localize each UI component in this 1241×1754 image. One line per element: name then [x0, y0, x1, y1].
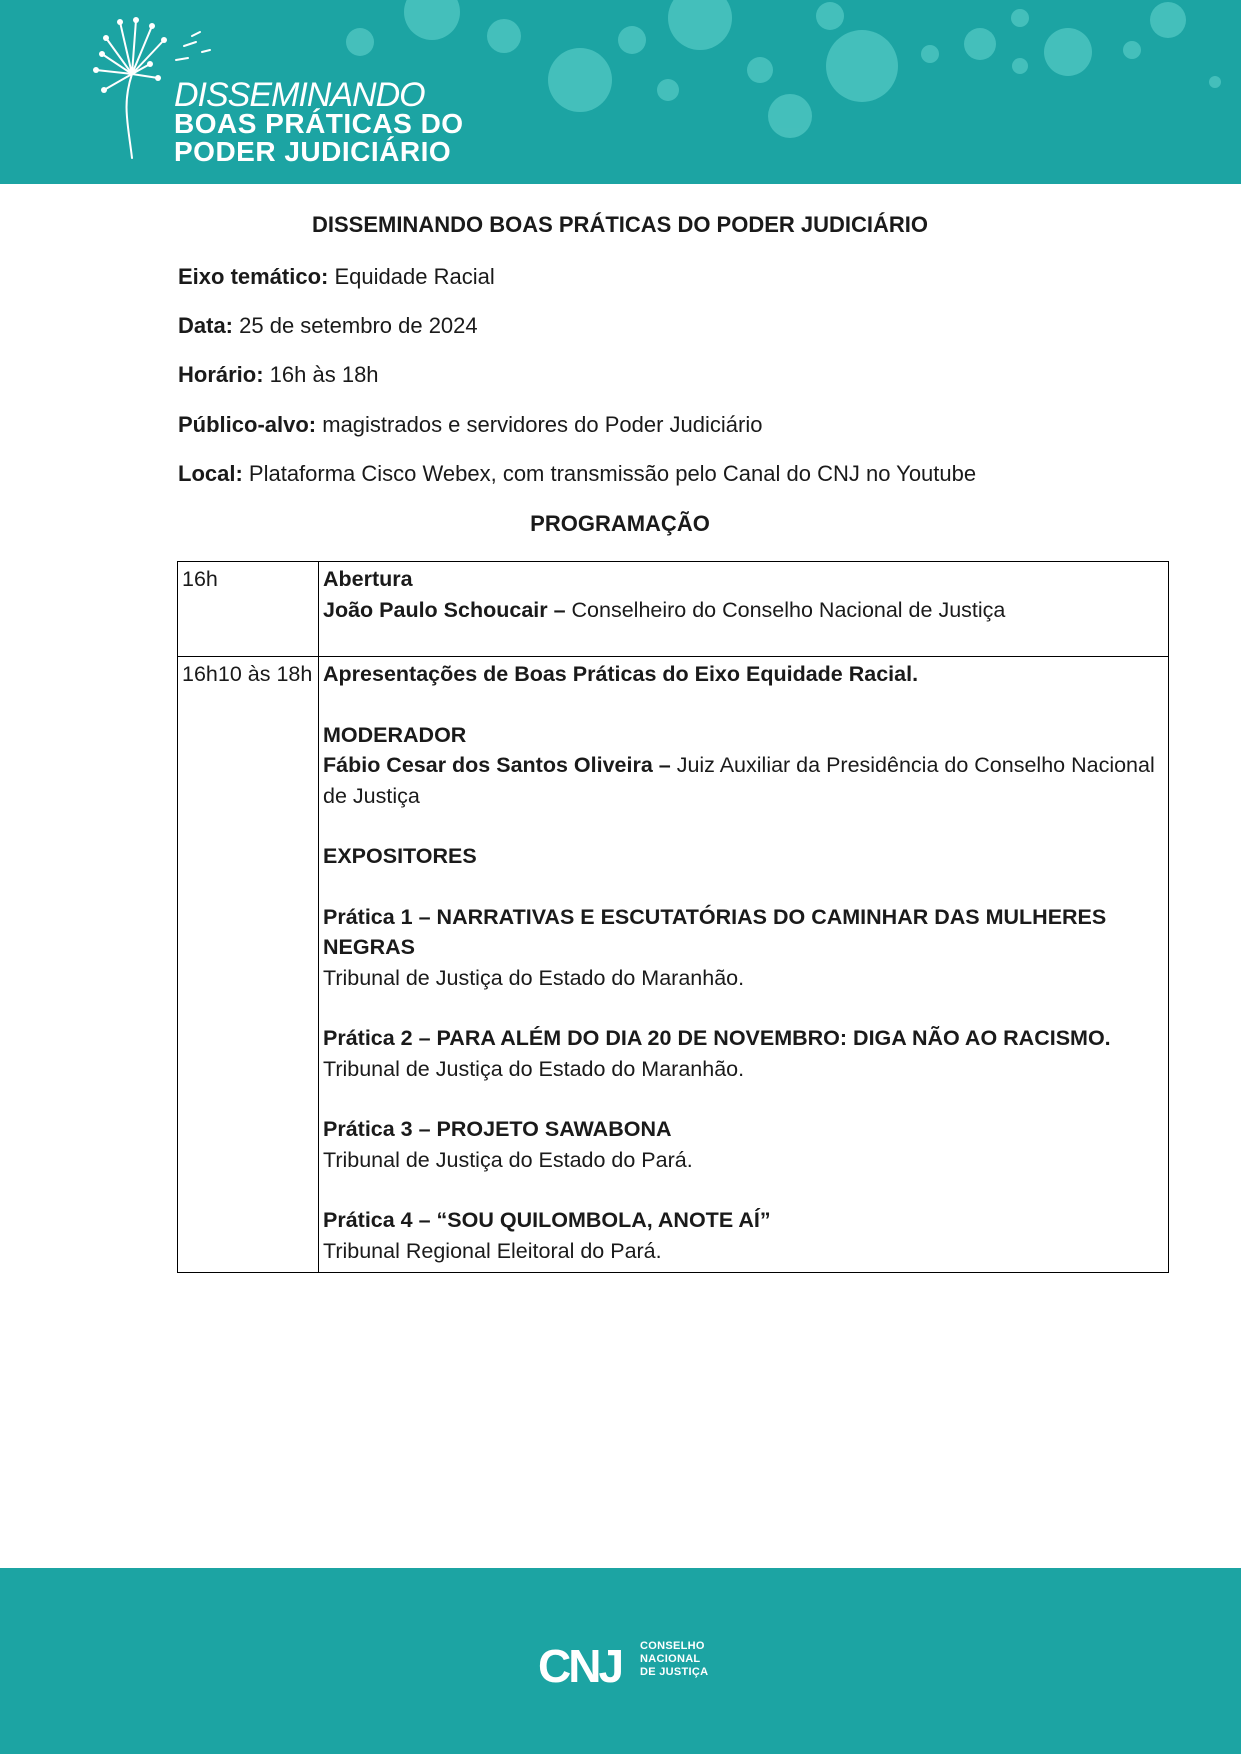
- cnj-line1: CONSELHO: [640, 1640, 705, 1652]
- field-label: Eixo temático:: [178, 264, 329, 289]
- speaker-line: [323, 595, 1164, 626]
- activity-heading: Apresentações de Boas Práticas do Eixo Equidade Racial.: [323, 662, 919, 686]
- practice-title: Prática 1 – NARRATIVAS E ESCUTATÓRIAS DO CAMINHAR DAS MULHERES NEGRAS: [323, 904, 1107, 959]
- field-time: [178, 362, 379, 388]
- practice-title: Prática 4 – “SOU QUILOMBOLA, ANOTE AÍ”: [323, 1208, 771, 1232]
- presenters-label: EXPOSITORES: [323, 844, 477, 868]
- schedule-table: [177, 561, 1169, 1273]
- practice-title: Prática 2 – PARA ALÉM DO DIA 20 DE NOVEMBRO: DIGA NÃO AO RACISMO.: [323, 1026, 1111, 1050]
- document-title: DISSEMINANDO BOAS PRÁTICAS DO PODER JUDICIÁRIO: [311, 212, 929, 237]
- field-theme: [178, 264, 495, 290]
- field-value: 16h às 18h: [263, 362, 379, 387]
- field-location: [178, 461, 976, 487]
- moderator-name: Fábio Cesar dos Santos Oliveira –: [323, 753, 671, 777]
- cnj-logo-text: [640, 1640, 708, 1679]
- practice-org: Tribunal de Justiça do Estado do Maranhão.: [323, 965, 745, 990]
- speaker-name: João Paulo Schoucair –: [323, 597, 566, 622]
- practice-org: Tribunal de Justiça do Estado do Pará.: [323, 1147, 693, 1172]
- practice-org: Tribunal Regional Eleitoral do Pará.: [323, 1238, 662, 1263]
- speaker-role: Conselheiro do Conselho Nacional de Justiça: [565, 597, 1006, 622]
- field-label: Data:: [178, 313, 234, 338]
- table-row: [178, 562, 1169, 657]
- practice-org: Tribunal de Justiça do Estado do Maranhão.: [323, 1056, 745, 1081]
- logo-line2: BOAS PRÁTICAS DO: [174, 108, 464, 139]
- field-value: magistrados e servidores do Poder Judiciário: [316, 412, 763, 437]
- field-label: Público-alvo:: [178, 412, 317, 437]
- header-banner: [0, 0, 1241, 184]
- time-cell: 16h: [178, 562, 319, 657]
- field-audience: [178, 412, 762, 438]
- field-label: Horário:: [178, 362, 264, 387]
- field-value: Plataforma Cisco Webex, com transmissão pelo Canal do CNJ no Youtube: [242, 461, 977, 486]
- cnj-line3: DE JUSTIÇA: [640, 1666, 709, 1678]
- logo-line3: PODER JUDICIÁRIO: [174, 136, 452, 167]
- footer-banner: [0, 1568, 1241, 1754]
- table-row: [178, 657, 1169, 1273]
- svg-text:CNJ: CNJ: [538, 1640, 622, 1692]
- event-logo-wordmark: [174, 76, 464, 167]
- logo-line1: DISSEMINANDO: [174, 76, 425, 114]
- field-date: [178, 313, 478, 339]
- moderator-role: Juiz Auxiliar da Presidência do Conselho Nacional de Justiça: [323, 753, 1155, 808]
- activity-heading: Abertura: [323, 567, 413, 591]
- moderator-label: MODERADOR: [323, 722, 467, 747]
- field-value: 25 de setembro de 2024: [233, 313, 478, 338]
- time-cell: 16h10 às 18h: [178, 657, 319, 1273]
- field-value: Equidade Racial: [328, 264, 495, 289]
- field-label: Local:: [178, 461, 243, 486]
- program-heading: PROGRAMAÇÃO: [530, 511, 710, 536]
- activity-cell: [319, 657, 1169, 1273]
- moderator-line: [323, 750, 1164, 811]
- activity-cell: [319, 562, 1169, 657]
- cnj-line2: NACIONAL: [640, 1653, 701, 1665]
- practice-title: Prática 3 – PROJETO SAWABONA: [323, 1117, 672, 1141]
